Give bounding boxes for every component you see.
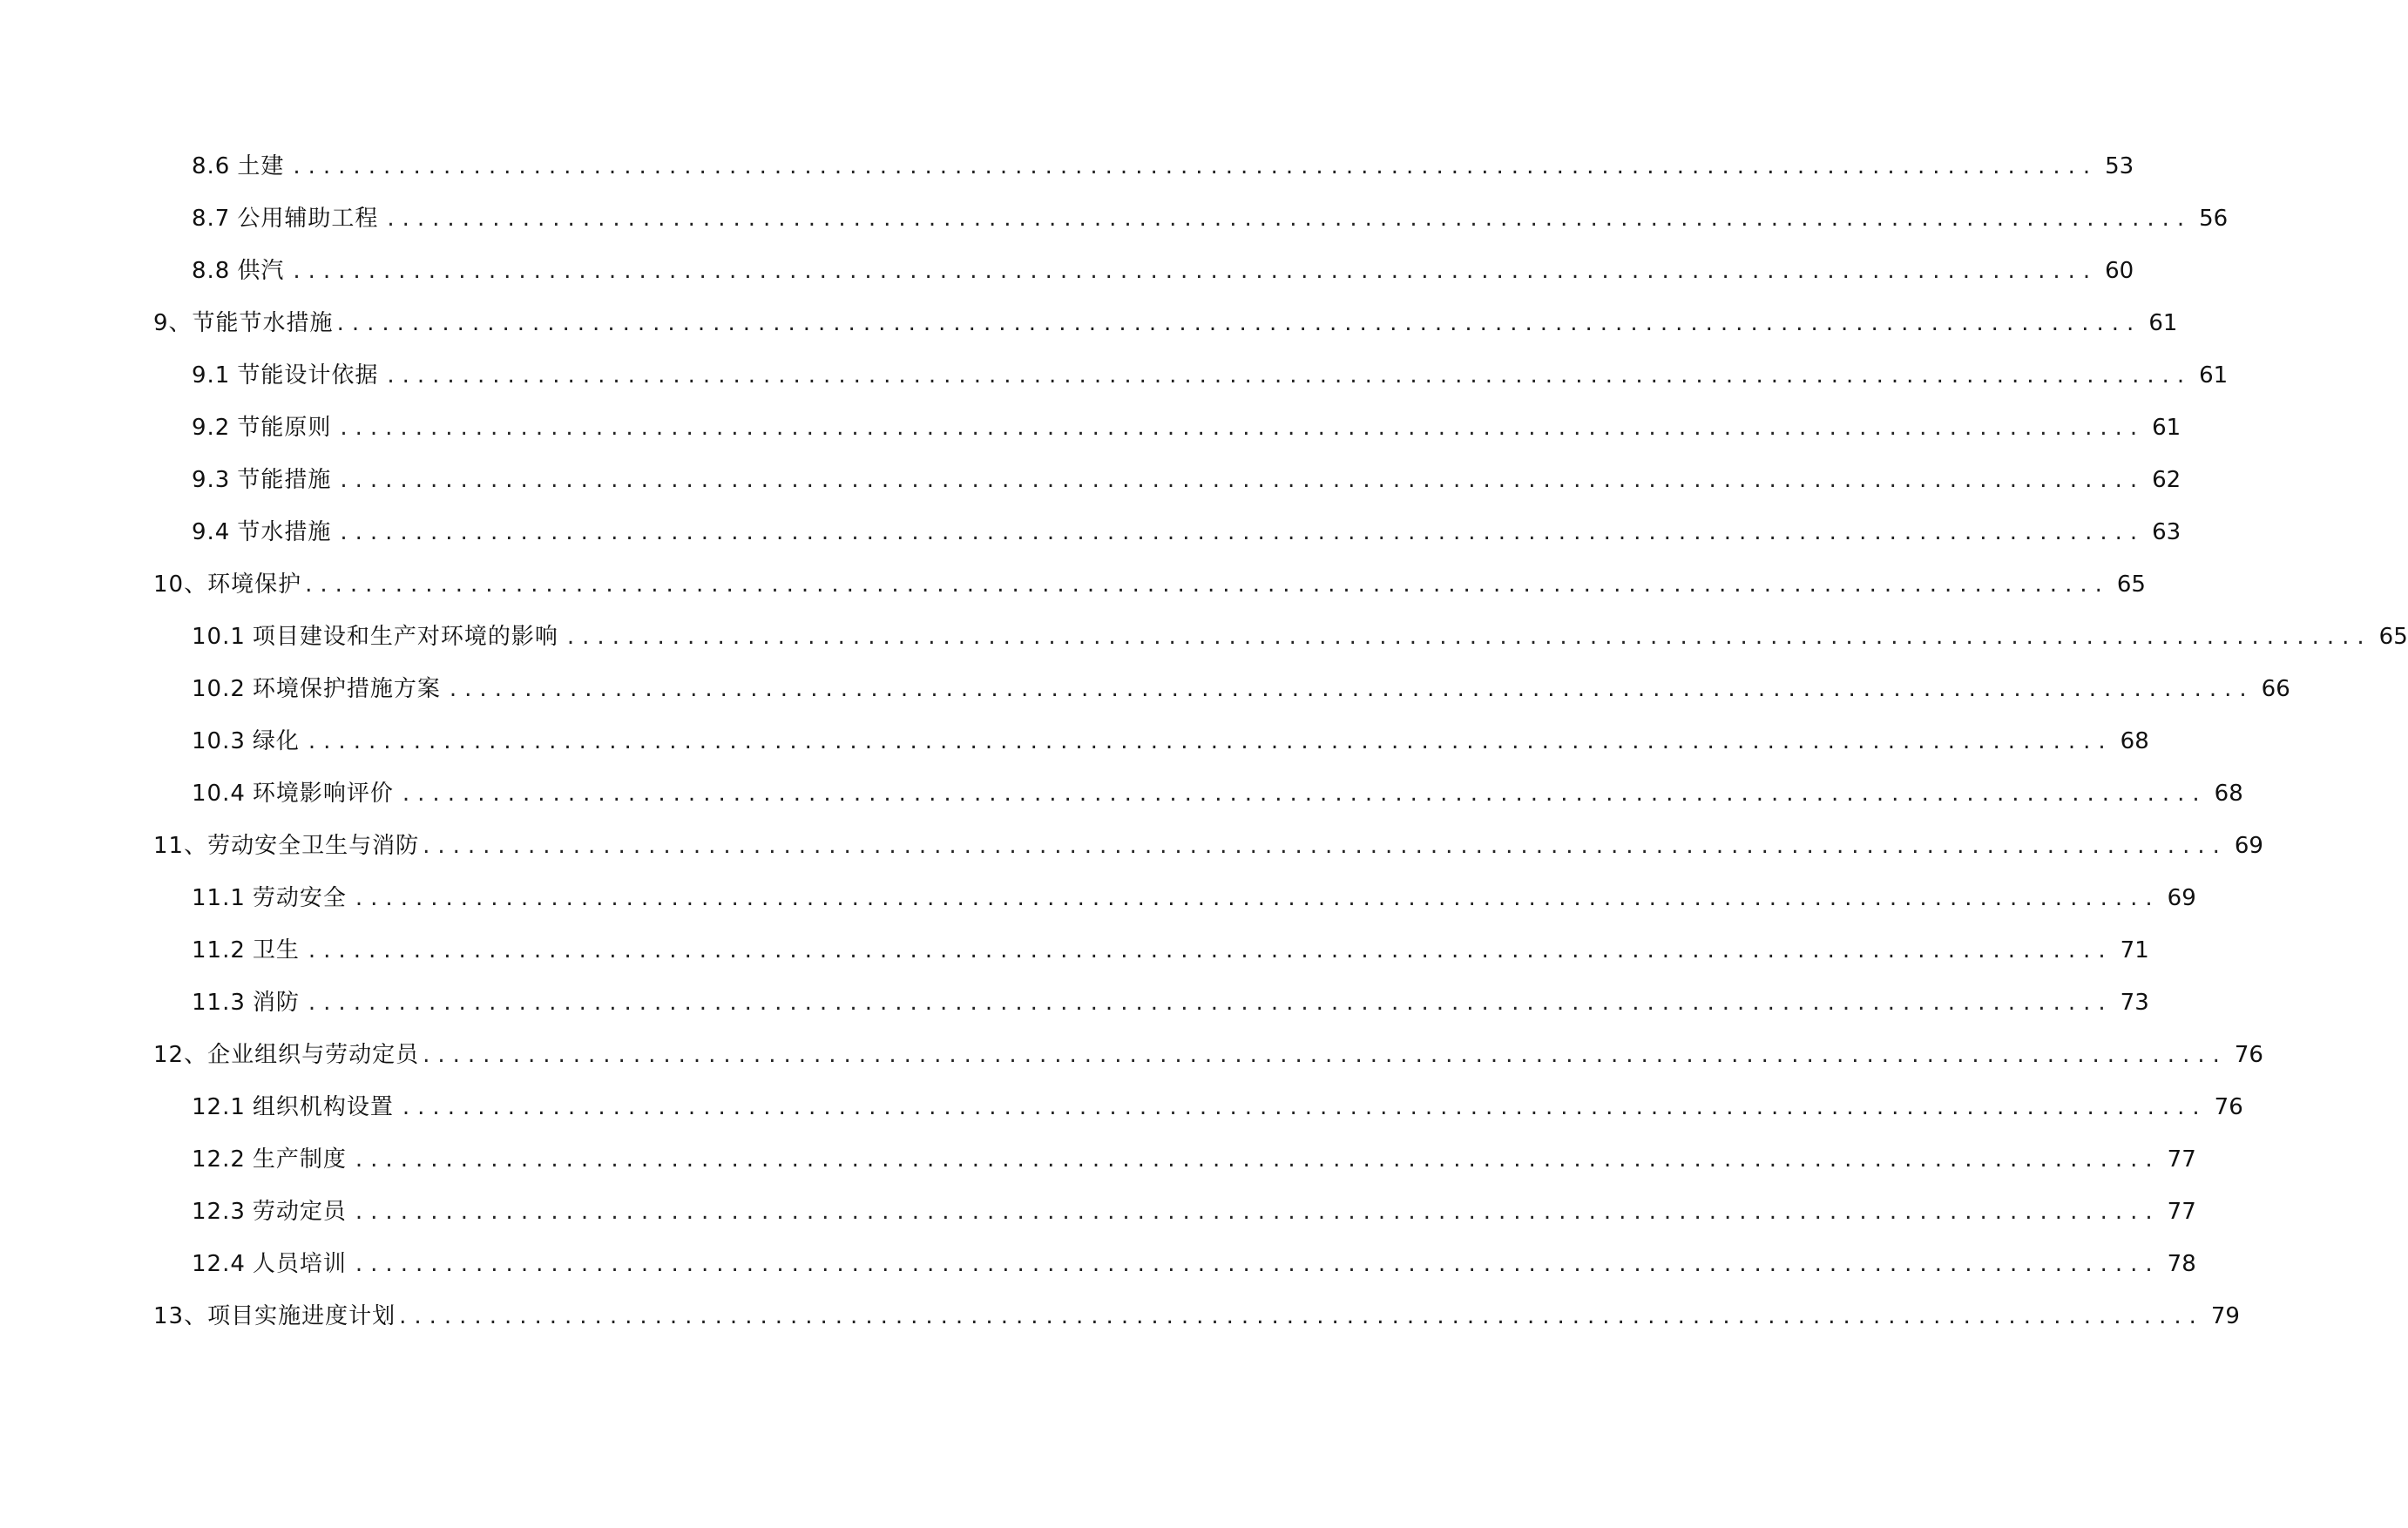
- toc-dot-leader: ........................................................................................................................: [566, 624, 2372, 650]
- toc-entry-number: 8.7: [192, 206, 231, 232]
- toc-entry[interactable]: [0, 1251, 2196, 1303]
- toc-entry-page-number: 65: [2378, 624, 2408, 650]
- toc-dot-leader: ........................................................................................................................: [340, 519, 2146, 545]
- toc-entry-title: 劳动安全: [252, 885, 347, 911]
- toc-entry-page-number: 78: [2167, 1251, 2196, 1277]
- toc-entry-title: 项目建设和生产对环境的影响: [252, 624, 558, 650]
- toc-entry[interactable]: [0, 362, 2229, 415]
- toc-entry[interactable]: [0, 310, 2178, 362]
- toc-entry-page-number: 65: [2116, 571, 2146, 598]
- toc-entry-page-number: 66: [2261, 676, 2290, 702]
- toc-entry[interactable]: [0, 624, 2408, 676]
- toc-entry-title: 节能设计依据: [237, 362, 379, 389]
- toc-dot-leader: ........................................................................................................................: [402, 781, 2208, 807]
- toc-entry-number: 9、: [153, 310, 193, 336]
- table-of-contents: [0, 153, 2408, 1356]
- toc-entry[interactable]: [0, 676, 2290, 728]
- toc-entry[interactable]: [0, 1094, 2243, 1146]
- toc-entry-page-number: 77: [2167, 1146, 2196, 1173]
- toc-entry-number: 8.6: [192, 153, 231, 179]
- toc-entry[interactable]: [0, 571, 2146, 624]
- toc-dot-leader: ........................................................................................................................: [402, 1094, 2208, 1120]
- toc-entry-title: 土建: [237, 153, 285, 179]
- toc-entry-page-number: 61: [2152, 415, 2181, 441]
- toc-entry-page-number: 60: [2105, 258, 2134, 284]
- toc-dot-leader: ........................................................................................................................: [355, 1251, 2161, 1277]
- toc-entry[interactable]: [0, 728, 2149, 781]
- toc-dot-leader: ........................................................................................................................: [423, 1042, 2228, 1068]
- toc-entry-title: 供汽: [237, 258, 285, 284]
- toc-dot-leader: ........................................................................................................................: [340, 415, 2146, 441]
- toc-dot-leader: ........................................................................................................................: [355, 1199, 2161, 1225]
- toc-entry-number: 9.4: [192, 519, 231, 545]
- toc-entry-number: 9.3: [192, 467, 231, 493]
- toc-entry-number: 11.3: [192, 990, 246, 1016]
- toc-entry[interactable]: [0, 937, 2149, 990]
- toc-entry-title: 公用辅助工程: [237, 206, 379, 232]
- toc-entry-title: 节能原则: [237, 415, 332, 441]
- toc-entry-page-number: 77: [2167, 1199, 2196, 1225]
- toc-entry[interactable]: [0, 1199, 2196, 1251]
- toc-entry-number: 12.1: [192, 1094, 246, 1120]
- toc-entry-page-number: 69: [2167, 885, 2196, 911]
- toc-entry[interactable]: [0, 1042, 2263, 1094]
- toc-entry[interactable]: [0, 258, 2134, 310]
- toc-entry-page-number: 76: [2234, 1042, 2263, 1068]
- toc-entry-number: 10.3: [192, 728, 246, 754]
- toc-entry-title: 企业组织与劳动定员: [207, 1042, 420, 1068]
- toc-entry-page-number: 71: [2120, 937, 2149, 963]
- toc-dot-leader: ........................................................................................................................: [308, 728, 2114, 754]
- toc-dot-leader: ........................................................................................................................: [305, 571, 2110, 598]
- toc-entry[interactable]: [0, 885, 2196, 937]
- toc-entry-title: 节能节水措施: [192, 310, 334, 336]
- toc-dot-leader: ........................................................................................................................: [293, 153, 2099, 179]
- toc-entry-number: 10.1: [192, 624, 246, 650]
- toc-entry-number: 12、: [153, 1042, 208, 1068]
- toc-entry[interactable]: [0, 519, 2181, 571]
- toc-entry[interactable]: [0, 415, 2181, 467]
- toc-entry-number: 12.2: [192, 1146, 246, 1173]
- toc-entry-page-number: 56: [2199, 206, 2229, 232]
- toc-entry-title: 卫生: [252, 937, 300, 963]
- toc-entry-number: 13、: [153, 1303, 208, 1329]
- toc-entry[interactable]: [0, 990, 2149, 1042]
- toc-entry-page-number: 76: [2214, 1094, 2243, 1120]
- toc-dot-leader: ........................................................................................................................: [293, 258, 2099, 284]
- toc-dot-leader: ........................................................................................................................: [340, 467, 2146, 493]
- toc-entry-page-number: 69: [2234, 833, 2263, 859]
- toc-entry-number: 12.4: [192, 1251, 246, 1277]
- toc-entry-page-number: 62: [2152, 467, 2181, 493]
- toc-entry-page-number: 68: [2120, 728, 2149, 754]
- toc-entry-number: 11.1: [192, 885, 246, 911]
- toc-dot-leader: ........................................................................................................................: [355, 1146, 2161, 1173]
- toc-entry-title: 人员培训: [252, 1251, 347, 1277]
- toc-entry-page-number: 79: [2210, 1303, 2240, 1329]
- toc-dot-leader: ........................................................................................................................: [423, 833, 2228, 859]
- toc-entry[interactable]: [0, 833, 2263, 885]
- toc-entry-title: 环境保护: [207, 571, 302, 598]
- toc-entry-number: 9.1: [192, 362, 231, 389]
- toc-entry-title: 环境影响评价: [252, 781, 394, 807]
- toc-entry[interactable]: [0, 467, 2181, 519]
- toc-dot-leader: ........................................................................................................................: [449, 676, 2255, 702]
- toc-dot-leader: ........................................................................................................................: [387, 362, 2193, 389]
- toc-entry-page-number: 53: [2105, 153, 2134, 179]
- toc-entry[interactable]: [0, 206, 2229, 258]
- toc-entry-title: 环境保护措施方案: [252, 676, 441, 702]
- toc-entry-number: 10、: [153, 571, 208, 598]
- toc-entry-number: 11.2: [192, 937, 246, 963]
- toc-dot-leader: ........................................................................................................................: [355, 885, 2161, 911]
- toc-entry[interactable]: [0, 153, 2134, 206]
- toc-entry[interactable]: [0, 1303, 2240, 1356]
- toc-entry-title: 劳动安全卫生与消防: [207, 833, 420, 859]
- toc-entry-page-number: 61: [2148, 310, 2178, 336]
- toc-entry-page-number: 68: [2214, 781, 2243, 807]
- toc-entry-title: 劳动定员: [252, 1199, 347, 1225]
- toc-entry-number: 11、: [153, 833, 208, 859]
- toc-dot-leader: ........................................................................................................................: [336, 310, 2142, 336]
- toc-entry-title: 节水措施: [237, 519, 332, 545]
- toc-entry-title: 节能措施: [237, 467, 332, 493]
- toc-entry-page-number: 63: [2152, 519, 2181, 545]
- toc-dot-leader: ........................................................................................................................: [387, 206, 2193, 232]
- toc-entry-page-number: 61: [2199, 362, 2229, 389]
- toc-entry-title: 消防: [252, 990, 300, 1016]
- toc-entry-page-number: 73: [2120, 990, 2149, 1016]
- toc-entry-number: 10.4: [192, 781, 246, 807]
- toc-entry-number: 8.8: [192, 258, 231, 284]
- toc-entry-number: 12.3: [192, 1199, 246, 1225]
- toc-entry-title: 组织机构设置: [252, 1094, 394, 1120]
- toc-entry-title: 项目实施进度计划: [207, 1303, 396, 1329]
- toc-entry-title: 绿化: [252, 728, 300, 754]
- toc-dot-leader: ........................................................................................................................: [308, 937, 2114, 963]
- toc-dot-leader: ........................................................................................................................: [399, 1303, 2204, 1329]
- toc-entry[interactable]: [0, 1146, 2196, 1199]
- toc-entry[interactable]: [0, 781, 2243, 833]
- toc-entry-number: 9.2: [192, 415, 231, 441]
- toc-entry-number: 10.2: [192, 676, 246, 702]
- toc-entry-title: 生产制度: [252, 1146, 347, 1173]
- toc-dot-leader: ........................................................................................................................: [308, 990, 2114, 1016]
